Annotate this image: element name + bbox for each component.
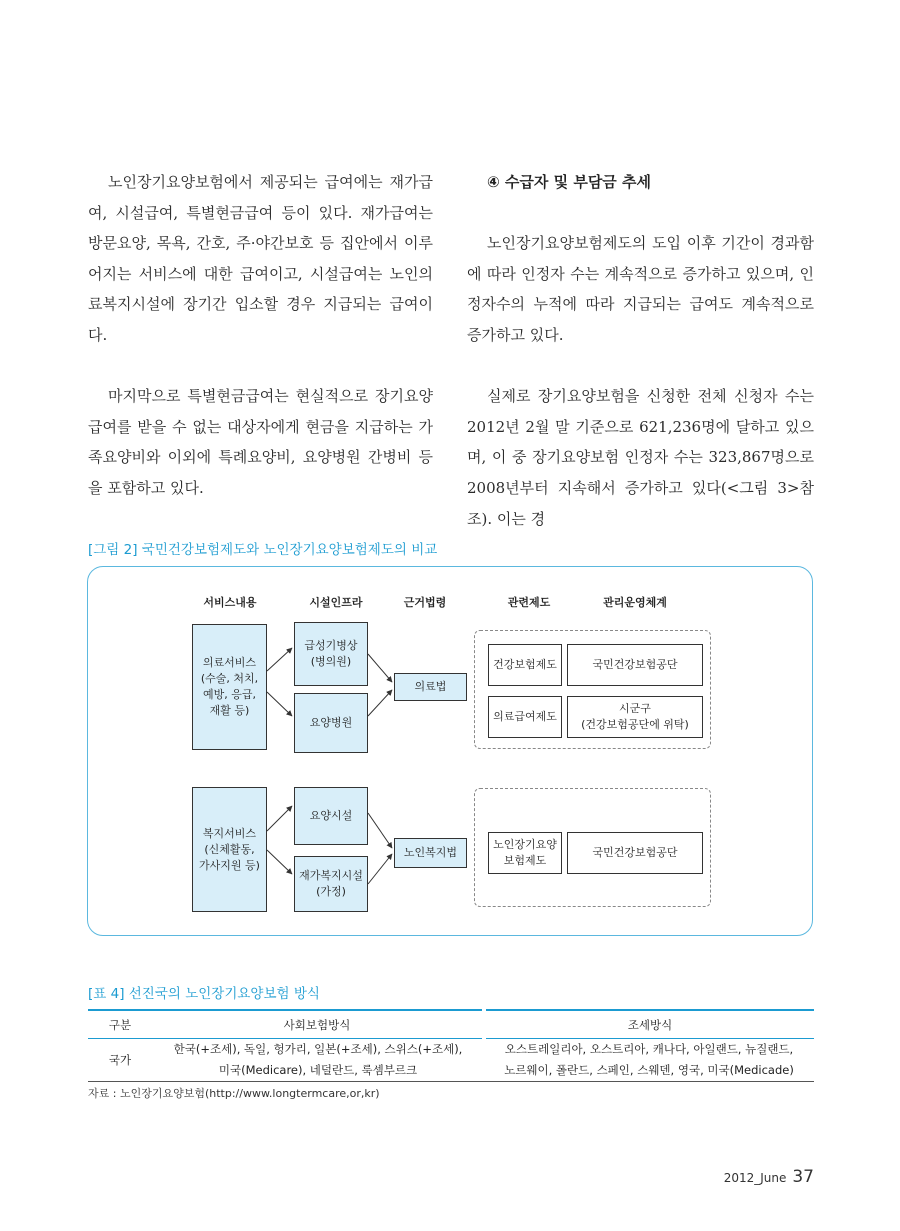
sigungu-box: 시군구 (건강보험공단에 위탁) — [567, 696, 703, 738]
nursing-hospital-box: 요양병원 — [294, 693, 368, 753]
tax-line-2: 노르웨이, 폴란드, 스페인, 스웨덴, 영국, 미국(Medicade) — [504, 1063, 794, 1077]
nhis2-box: 국민건강보험공단 — [567, 832, 703, 874]
health-insurance-box: 건강보험제도 — [488, 644, 562, 686]
table-source: 자료 : 노인장기요양보험(http://www.longtermcare,or,kr) — [88, 1087, 380, 1100]
col-header-category: 구분 — [88, 1010, 152, 1039]
header-service-content: 서비스내용 — [203, 596, 257, 609]
social-line-1: 한국(+조세), 독일, 헝가리, 일본(+조세), 스위스(+조세), — [173, 1042, 463, 1056]
right-paragraph-2: 실제로 장기요양보험을 신청한 전체 신청자 수는 2012년 2월 말 기준으로 621,236명에 달하고 있으며, 이 중 장기요양보험 인정자 수는 323,867명으로 2008년부터 지속해서 증가하고 있다(<그림 3>참조). 이는 경 — [467, 387, 814, 528]
table-row — [88, 1039, 814, 1082]
col-header-social-insurance: 사회보험방식 — [152, 1010, 484, 1039]
social-insurance-cell — [152, 1039, 484, 1082]
page-number: 37 — [792, 1167, 814, 1187]
medical-service-box: 의료서비스 (수술, 처치, 예방, 응급, 재활 등) — [192, 624, 267, 750]
tax-line-1: 오스트레일리아, 오스트리아, 캐나다, 아일랜드, 뉴질랜드, — [504, 1042, 794, 1056]
medical-aid-box: 의료급여제도 — [488, 696, 562, 738]
ltc-comparison-table — [88, 1009, 814, 1082]
section-heading: ④ 수급자 및 부담금 추세 — [487, 173, 651, 191]
ltc-insurance-box: 노인장기요양 보험제도 — [488, 832, 562, 874]
social-line-2: 미국(Medicare), 네덜란드, 룩셈부르크 — [218, 1063, 418, 1077]
header-related-system: 관련제도 — [507, 596, 551, 609]
home-welfare-box: 재가복지시설 (가정) — [294, 856, 368, 912]
welfare-service-box: 복지서비스 (신체활동, 가사지원 등) — [192, 787, 267, 912]
left-paragraph-2: 마지막으로 특별현금급여는 현실적으로 장기요양급여를 받을 수 없는 대상자에게 현금을 지급하는 가족요양비와 이외에 특례요양비, 요양병원 간병비 등을 포함하고 있다. — [88, 387, 433, 497]
table-caption: [표 4] 선진국의 노인장기요양보험 방식 — [88, 986, 320, 1002]
col-header-tax: 조세방식 — [484, 1010, 814, 1039]
left-paragraph-1: 노인장기요양보험에서 제공되는 급여에는 재가급여, 시설급여, 특별현금급여 등이 있다. 재가급여는 방문요양, 목욕, 간호, 주·야간보호 등 집안에서 이루어지는 서비스에 대한 급여이고, 시설급여는 노인의료복지시설에 장기간 입소할 경우 지급되는 급여이다. — [88, 173, 433, 344]
comparison-diagram — [87, 566, 813, 936]
right-paragraph-1: 노인장기요양보험제도의 도입 이후 기간이 경과함에 따라 인정자 수는 계속적으로 증가하고 있으며, 인정자수의 누적에 따라 지급되는 급여도 계속적으로 증가하고 있다. — [467, 234, 814, 344]
row-label: 국가 — [88, 1039, 152, 1082]
issue-label: 2012_June — [723, 1171, 787, 1185]
elderly-welfare-law-box: 노인복지법 — [394, 838, 467, 868]
header-legal-basis: 근거법령 — [403, 596, 447, 609]
care-facility-box: 요양시설 — [294, 787, 368, 845]
left-column — [88, 167, 433, 504]
figure-caption: [그림 2] 국민건강보험제도와 노인장기요양보험제도의 비교 — [88, 542, 438, 558]
header-facility-infra: 시설인프라 — [309, 596, 363, 609]
tax-cell — [484, 1039, 814, 1082]
right-column — [467, 167, 814, 534]
acute-bed-box: 급성기병상 (병의원) — [294, 622, 368, 686]
header-management-system: 관리운영체계 — [603, 596, 667, 609]
medical-law-box: 의료법 — [394, 673, 467, 701]
page-footer — [724, 1167, 814, 1187]
nhis-box: 국민건강보험공단 — [567, 644, 703, 686]
